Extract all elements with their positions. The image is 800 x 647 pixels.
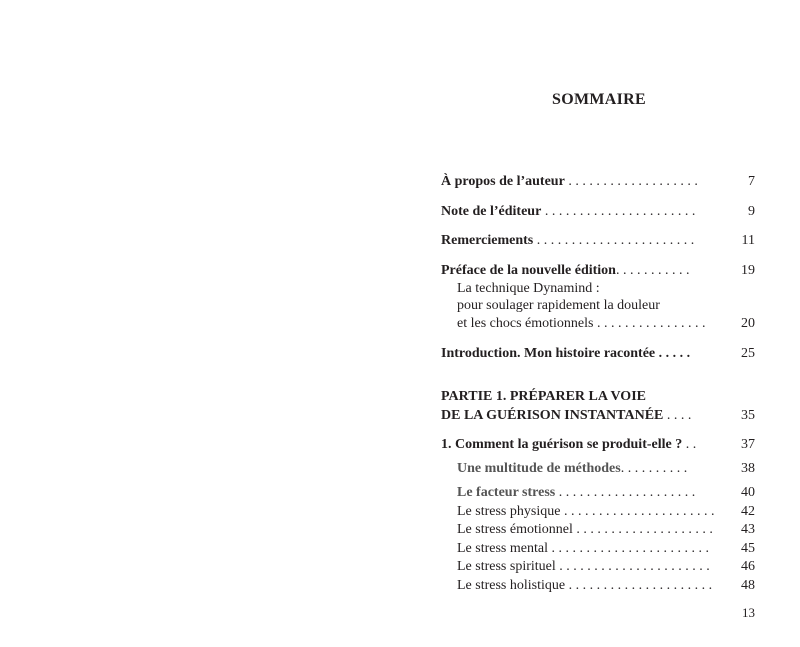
toc-entry-label: Le facteur stress . . . . . . . . . . . . . . . . . . . . xyxy=(457,485,696,500)
page-title: SOMMAIRE xyxy=(552,91,646,108)
toc-entry-page: 19 xyxy=(741,263,755,278)
toc-entry-label: DE LA GUÉRISON INSTANTANÉE . . . . xyxy=(441,408,692,423)
toc-entry-label: À propos de l’auteur . . . . . . . . . . . . . . . . . . . xyxy=(441,174,698,189)
toc-entry-label: Le stress spirituel . . . . . . . . . . . . . . . . . . . . . . xyxy=(457,559,710,574)
toc-entry-label: Le stress mental . . . . . . . . . . . . . . . . . . . . . . . xyxy=(457,541,709,556)
toc-entry-page: 46 xyxy=(741,559,755,574)
toc-entry-page: 45 xyxy=(741,541,755,556)
toc-entry-page: 42 xyxy=(741,504,755,519)
toc-entry-page: 38 xyxy=(741,461,755,476)
toc-entry-label: Le stress physique . . . . . . . . . . . . . . . . . . . . . . xyxy=(457,504,715,519)
toc-entry-label: Remerciements . . . . . . . . . . . . . . . . . . . . . . . xyxy=(441,233,695,248)
toc-entry-label: 1. Comment la guérison se produit-elle ? . . xyxy=(441,437,697,452)
toc-entry-label: Introduction. Mon histoire racontée . . . . . xyxy=(441,346,691,361)
toc-entry-page: 9 xyxy=(748,204,755,219)
page-number: 13 xyxy=(742,605,755,620)
toc-entry-page: 48 xyxy=(741,578,755,593)
toc-entry-label: Le stress holistique . . . . . . . . . . . . . . . . . . . . . xyxy=(457,578,713,593)
toc-entry-label: Le stress émotionnel . . . . . . . . . . . . . . . . . . . . xyxy=(457,522,713,537)
toc-entry-page: 20 xyxy=(741,316,755,331)
toc-entry-page: 11 xyxy=(741,233,755,248)
toc-entry-label: Une multitude de méthodes. . . . . . . . . . xyxy=(457,461,688,476)
toc-entry-page: 35 xyxy=(741,408,755,423)
toc-entry-page: 43 xyxy=(741,522,755,537)
toc-entry-label: et les chocs émotionnels . . . . . . . . . . . . . . . . xyxy=(457,316,706,331)
toc-entry-page: 25 xyxy=(741,346,755,361)
toc-entry-page: 7 xyxy=(748,174,755,189)
toc-entry-label: Note de l’éditeur . . . . . . . . . . . . . . . . . . . . . . xyxy=(441,204,696,219)
toc-entry-page: 37 xyxy=(741,437,755,452)
toc-entry-label: Préface de la nouvelle édition. . . . . . . . . . . xyxy=(441,263,690,278)
toc-entry-page: 40 xyxy=(741,485,755,500)
